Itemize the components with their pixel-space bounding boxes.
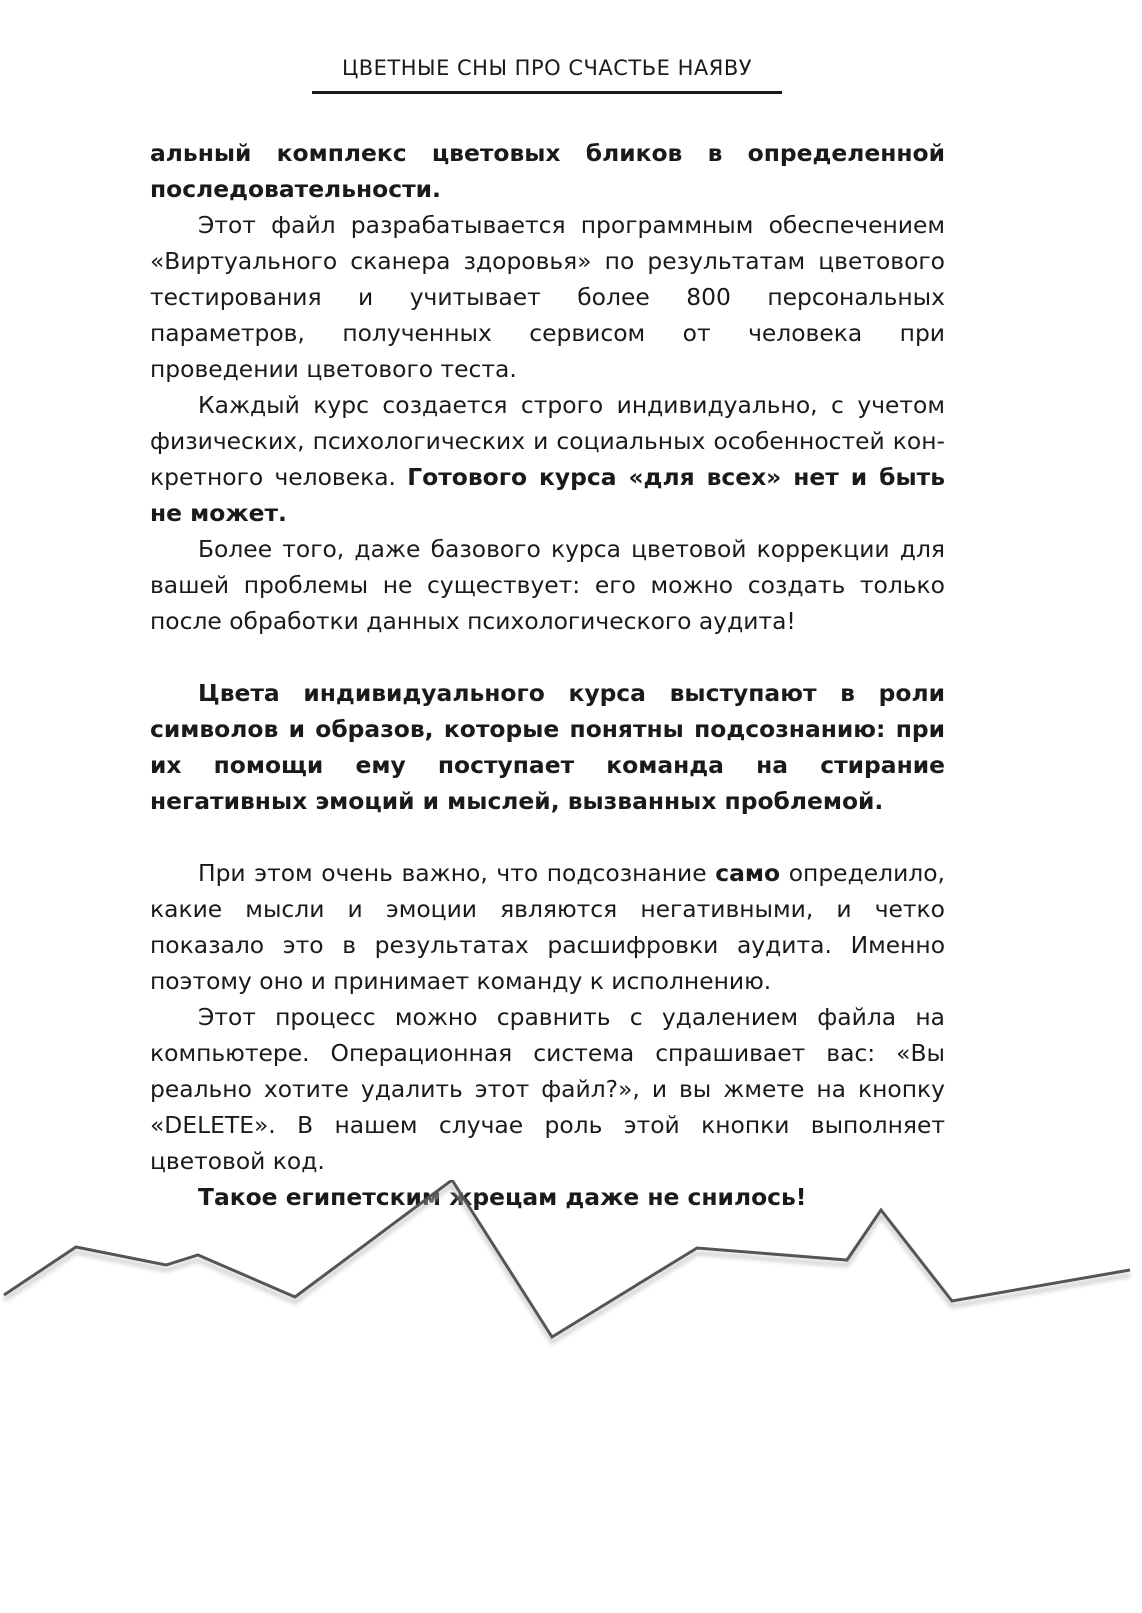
paragraph-1 <box>150 135 945 207</box>
mountain-line-decoration <box>0 1180 1142 1400</box>
mountain-ridge-line <box>4 1180 1130 1337</box>
paragraph-4 <box>150 531 945 639</box>
paragraph-6 <box>150 855 945 999</box>
paragraph-1-bold: альный комплекс цветовых бликов в определенной последовательности. <box>150 139 945 203</box>
paragraph-5-bold: Цвета индивидуального курса выступают в роли символов и образов, которые понятны подсознанию: при их помощи ему поступает команда на стирание негативных эмоций и мыслей, вызванных проблемой. <box>150 679 945 815</box>
header-rule <box>312 91 782 94</box>
paragraph-8-bold: Такое египетским жрецам даже не снилось! <box>198 1183 807 1211</box>
paragraph-7-text: Этот процесс можно сравнить с удалением файла на компьютере. Операционная система спрашивает вас: «Вы реально хотите удалить этот файл?», и вы жмете на кнопку «DELETE». В нашем случае роль этой кнопки выполняет цветовой код. <box>150 1003 945 1175</box>
running-header: ЦВЕТНЫЕ СНЫ ПРО СЧАСТЬЕ НАЯВУ <box>341 56 753 80</box>
paragraph-3-bold: Готового курса «для всех» нет и быть не может. <box>150 463 945 527</box>
paragraph-2-text: Этот файл разрабатывается программным обеспечением «Виртуального сканера здоровья» по результатам цветового тестирования и учитывает более 800 персональных параметров, полученных сервисом от человека при проведении цветового теста. <box>150 211 945 383</box>
paragraph-6-text-after: определило, какие мысли и эмоции являются негативными, и четко показало это в результатах расшифровки аудита. Именно поэтому оно и принимает команду к исполнению. <box>150 859 945 995</box>
page-body <box>150 135 945 1215</box>
paragraph-2 <box>150 207 945 387</box>
paragraph-5 <box>150 675 945 819</box>
paragraph-6-text-before: При этом очень важно, что подсознание <box>198 859 716 887</box>
paragraph-6-bold: само <box>715 859 781 887</box>
paragraph-4-text: Более того, даже базового курса цветовой коррекции для вашей проблемы не существует: его можно создать только после обработки данных психологического аудита! <box>150 535 945 635</box>
paragraph-3 <box>150 387 945 531</box>
paragraph-3-text: Каждый курс создается строго индивидуально, с учетом физических, психологических и социальных особенностей конкретного человека. <box>150 391 945 491</box>
paragraph-7 <box>150 999 945 1179</box>
